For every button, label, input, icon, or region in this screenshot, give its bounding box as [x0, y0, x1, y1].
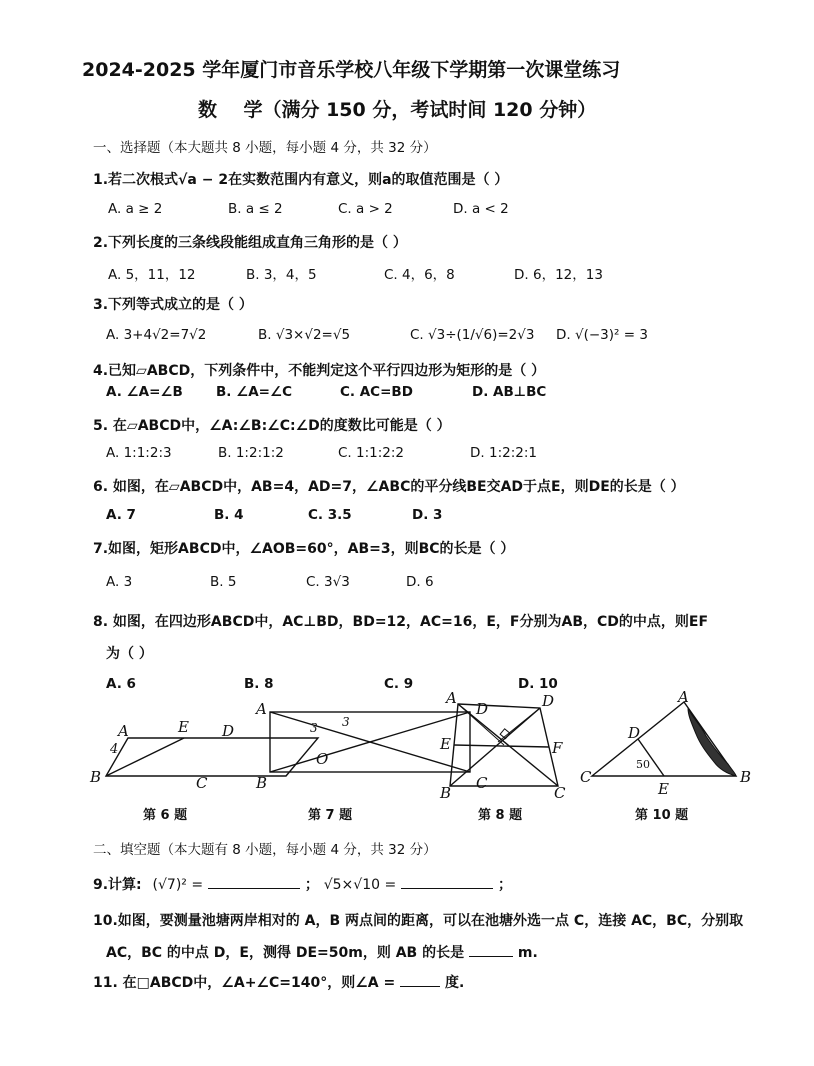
caption-fig8: 第 8 题 — [478, 808, 523, 823]
q1-option-b: B. a ≤ 2 — [228, 201, 283, 217]
fig7-mark-2: 3 — [342, 715, 350, 729]
q6-option-b: B. 4 — [214, 507, 244, 523]
fig8-label-b: B — [440, 784, 452, 802]
q7-option-b: B. 5 — [210, 574, 237, 590]
question-10-line1: 10.如图，要测量池塘两岸相对的 A，B 两点间的距离，可以在池塘外选一点 C，连接 AC，BC，分别取 — [93, 913, 744, 929]
question-1-stem: 1.若二次根式√a − 2在实数范围内有意义，则a的取值范围是（ ） — [93, 172, 509, 188]
q2-option-d: D. 6，12，13 — [514, 267, 603, 283]
q9-blank-1[interactable] — [208, 874, 300, 889]
section-heading-choice: 一、选择题（本大题共 8 小题，每小题 4 分，共 32 分） — [93, 140, 437, 156]
fig7-label-a: A — [256, 700, 267, 718]
q8-option-c: C. 9 — [384, 676, 414, 692]
question-5-stem: 5. 在▱ABCD中，∠A:∠B:∠C:∠D的度数比可能是（ ） — [93, 418, 451, 434]
question-8-stem: 8. 如图，在四边形ABCD中，AC⊥BD，BD=12，AC=16，E，F分别为AB，CD的中点，则EF — [93, 614, 709, 630]
caption-fig6: 第 6 题 — [143, 808, 188, 823]
q9-end: ； — [497, 877, 512, 893]
q7-option-d: D. 6 — [406, 574, 434, 590]
fig8-label-d: D — [542, 692, 555, 710]
section-heading-fill: 二、填空题（本大题有 8 小题，每小题 4 分，共 32 分） — [93, 842, 437, 858]
q6-option-d: D. 3 — [412, 507, 443, 523]
question-10-line2 — [106, 942, 538, 962]
q9-separator: ； — [304, 877, 319, 893]
fig8-label-c: C — [554, 784, 566, 802]
question-7-stem: 7.如图，矩形ABCD中，∠AOB=60°，AB=3，则BC的长是（ ） — [93, 541, 515, 557]
q1-option-a: A. a ≥ 2 — [108, 201, 163, 217]
figure-7-rectangle — [254, 700, 488, 792]
page-subtitle: 数 学（满分 150 分，考试时间 120 分钟） — [198, 99, 597, 121]
q11-text: 11. 在□ABCD中，∠A+∠C=140°，则∠A = — [93, 975, 396, 991]
fig8-label-e: E — [440, 735, 451, 753]
fig6-label-a: A — [118, 722, 129, 740]
fig8-label-f: F — [552, 739, 563, 757]
fig7-mark-1: 3 — [310, 721, 318, 735]
q2-option-b: B. 3，4，5 — [246, 267, 317, 283]
q6-option-a: A. 7 — [106, 507, 136, 523]
fig10-label-c: C — [580, 768, 592, 786]
q10-blank[interactable] — [469, 942, 513, 957]
q4-option-b: B. ∠A=∠C — [216, 384, 292, 400]
question-2-stem: 2.下列长度的三条线段能组成直角三角形的是（ ） — [93, 235, 407, 251]
q8-option-a: A. 6 — [106, 676, 136, 692]
q9-expr-2: √5×√10 = — [323, 877, 397, 893]
q7-option-c: C. 3√3 — [306, 574, 350, 590]
fig10-label-b: B — [740, 768, 752, 786]
question-11 — [93, 972, 464, 992]
q5-option-b: B. 1:2:1:2 — [218, 445, 284, 461]
page-title: 2024-2025 学年厦门市音乐学校八年级下学期第一次课堂练习 — [82, 59, 621, 81]
q1-option-d: D. a < 2 — [453, 201, 509, 217]
question-3-stem: 3.下列等式成立的是（ ） — [93, 297, 253, 313]
q5-option-a: A. 1:1:2:3 — [106, 445, 172, 461]
q4-option-a: A. ∠A=∠B — [106, 384, 183, 400]
q11-blank[interactable] — [400, 972, 440, 987]
q10-unit: m. — [517, 945, 538, 961]
fig7-label-d: D — [476, 700, 489, 718]
q5-option-c: C. 1:1:2:2 — [338, 445, 405, 461]
q9-blank-2[interactable] — [401, 874, 493, 889]
fig7-label-b: B — [256, 774, 268, 792]
figures-row — [88, 690, 768, 820]
figure-8-quadrilateral — [439, 690, 566, 802]
q5-option-d: D. 1:2:2:1 — [470, 445, 537, 461]
fig7-label-c: C — [476, 774, 488, 792]
figure-6-parallelogram — [89, 718, 318, 792]
question-4-stem: 4.已知▱ABCD，下列条件中，不能判定这个平行四边形为矩形的是（ ） — [93, 363, 546, 379]
q3-option-c: C. √3÷(1/√6)=2√3 — [410, 327, 535, 343]
q2-option-c: C. 4，6，8 — [384, 267, 455, 283]
fig6-mark: 4 — [110, 742, 119, 757]
q3-option-a: A. 3+4√2=7√2 — [106, 327, 207, 343]
caption-fig10: 第 10 题 — [635, 808, 689, 823]
q4-option-c: C. AC=BD — [340, 384, 413, 400]
fig6-label-d: D — [222, 722, 235, 740]
fig10-label-e: E — [658, 780, 669, 798]
fig7-label-o: O — [316, 750, 329, 768]
q7-option-a: A. 3 — [106, 574, 133, 590]
q9-label: 9.计算: — [93, 877, 142, 893]
caption-fig7: 第 7 题 — [308, 808, 353, 823]
fig10-angle: 50 — [636, 758, 650, 771]
question-9 — [93, 874, 512, 894]
q1-option-c: C. a > 2 — [338, 201, 393, 217]
fig6-label-e: E — [178, 718, 189, 736]
figure-10-triangle-pond — [580, 690, 751, 798]
fig8-label-a: A — [446, 690, 457, 707]
q2-option-a: A. 5，11，12 — [108, 267, 196, 283]
fig10-label-a: A — [678, 690, 689, 706]
q4-option-d: D. AB⊥BC — [472, 384, 547, 400]
q6-option-c: C. 3.5 — [308, 507, 352, 523]
q9-expr-1: (√7)² = — [152, 877, 204, 893]
q8-option-d: D. 10 — [518, 676, 558, 692]
q3-option-d: D. √(−3)² = 3 — [556, 327, 648, 343]
q10-text: AC，BC 的中点 D，E，测得 DE=50m，则 AB 的长是 — [106, 945, 465, 961]
q3-option-b: B. √3×√2=√5 — [258, 327, 351, 343]
fig6-label-b: B — [90, 768, 102, 786]
fig6-label-c: C — [196, 774, 208, 792]
fig10-label-d: D — [628, 724, 641, 742]
question-8-stem-cont: 为（ ） — [106, 646, 153, 662]
question-6-stem: 6. 如图，在▱ABCD中，AB=4，AD=7，∠ABC的平分线BE交AD于点E，则DE的长是（ ） — [93, 479, 685, 495]
q11-end: 度. — [444, 975, 465, 991]
q8-option-b: B. 8 — [244, 676, 274, 692]
